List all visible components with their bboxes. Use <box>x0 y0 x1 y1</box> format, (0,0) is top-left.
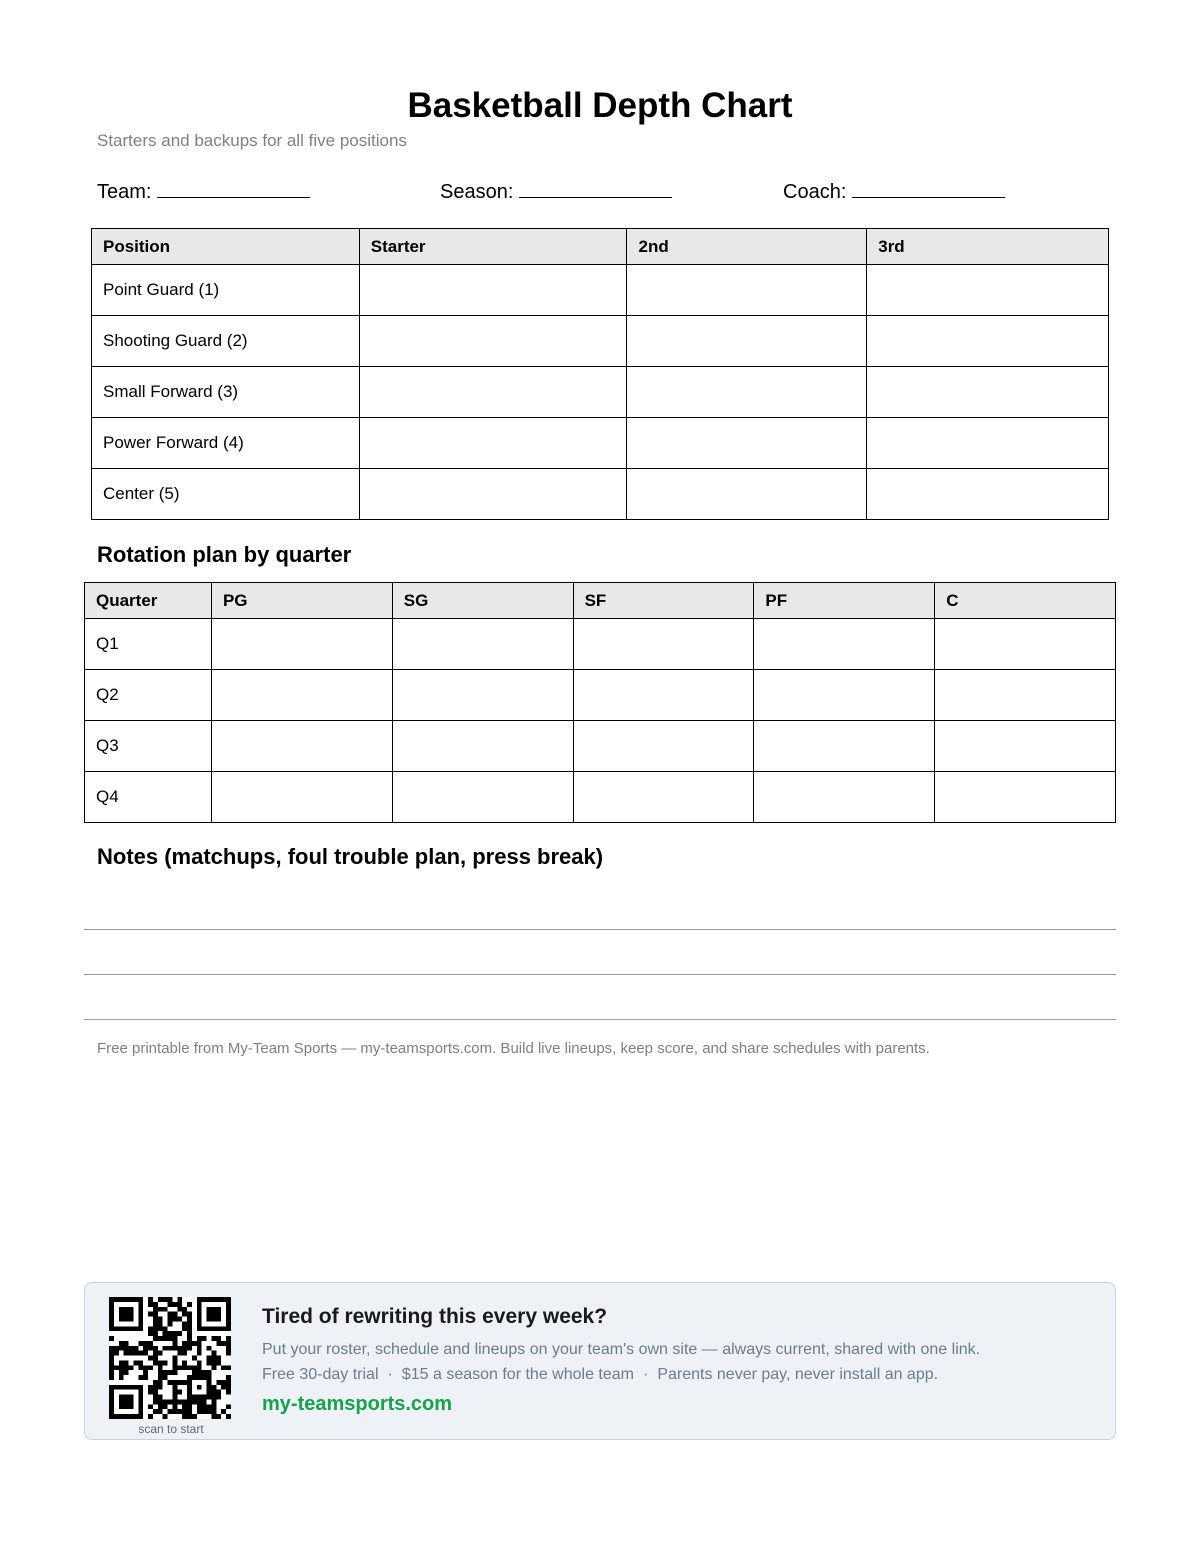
coach-blank[interactable] <box>852 180 1005 198</box>
note-line[interactable] <box>84 974 1116 975</box>
separator-dot: · <box>642 1366 649 1383</box>
table-row <box>85 670 1116 721</box>
rotation-table <box>84 582 1116 823</box>
starter-cell[interactable] <box>359 367 627 418</box>
third-cell[interactable] <box>867 469 1109 520</box>
rotation-header-row <box>85 583 1116 619</box>
table-row <box>92 469 1109 520</box>
sf-cell[interactable] <box>573 670 754 721</box>
table-row <box>85 772 1116 823</box>
feature-price: $15 a season for the whole team <box>401 1366 634 1383</box>
table-row <box>92 316 1109 367</box>
sf-cell[interactable] <box>573 619 754 670</box>
note-line[interactable] <box>84 1019 1116 1020</box>
pg-cell[interactable] <box>211 619 392 670</box>
table-row <box>85 619 1116 670</box>
qr-caption: scan to start <box>138 1422 204 1436</box>
pg-cell[interactable] <box>211 670 392 721</box>
season-field[interactable] <box>440 180 672 204</box>
column-header: Quarter <box>85 583 212 619</box>
second-cell[interactable] <box>627 265 867 316</box>
page-title: Basketball Depth Chart <box>407 86 793 125</box>
team-field[interactable] <box>97 180 310 204</box>
column-header: SF <box>573 583 754 619</box>
third-cell[interactable] <box>867 265 1109 316</box>
third-cell[interactable] <box>867 418 1109 469</box>
column-header: Position <box>92 229 360 265</box>
depth-header-row <box>92 229 1109 265</box>
sg-cell[interactable] <box>392 772 573 823</box>
notes-heading: Notes (matchups, foul trouble plan, press break) <box>97 844 604 869</box>
sf-cell[interactable] <box>573 721 754 772</box>
c-cell[interactable] <box>935 619 1116 670</box>
season-blank[interactable] <box>519 180 672 198</box>
quarter-cell: Q3 <box>85 721 212 772</box>
pf-cell[interactable] <box>754 670 935 721</box>
pg-cell[interactable] <box>211 721 392 772</box>
promo-banner <box>84 1282 1116 1440</box>
starter-cell[interactable] <box>359 418 627 469</box>
promo-link[interactable]: my-teamsports.com <box>262 1393 453 1415</box>
promo-headline: Tired of rewriting this every week? <box>262 1305 608 1328</box>
position-cell: Center (5) <box>92 469 360 520</box>
pf-cell[interactable] <box>754 772 935 823</box>
position-cell: Point Guard (1) <box>92 265 360 316</box>
separator-dot: · <box>387 1366 393 1383</box>
position-cell: Small Forward (3) <box>92 367 360 418</box>
season-label: Season: <box>440 181 514 203</box>
table-row <box>92 265 1109 316</box>
sf-cell[interactable] <box>573 772 754 823</box>
pg-cell[interactable] <box>211 772 392 823</box>
table-row <box>85 721 1116 772</box>
table-row <box>92 367 1109 418</box>
second-cell[interactable] <box>627 316 867 367</box>
sg-cell[interactable] <box>392 619 573 670</box>
promo-description: Put your roster, schedule and lineups on your team's own site — always current, shared with one link. <box>262 1341 981 1358</box>
feature-trial: Free 30-day trial <box>262 1366 379 1383</box>
starter-cell[interactable] <box>359 469 627 520</box>
sg-cell[interactable] <box>392 670 573 721</box>
second-cell[interactable] <box>627 367 867 418</box>
starter-cell[interactable] <box>359 265 627 316</box>
quarter-cell: Q4 <box>85 772 212 823</box>
column-header: PG <box>211 583 392 619</box>
column-header: Starter <box>359 229 627 265</box>
note-line[interactable] <box>84 929 1116 930</box>
third-cell[interactable] <box>867 367 1109 418</box>
second-cell[interactable] <box>627 469 867 520</box>
second-cell[interactable] <box>627 418 867 469</box>
column-header: 2nd <box>627 229 867 265</box>
pf-cell[interactable] <box>754 619 935 670</box>
team-label: Team: <box>97 181 152 203</box>
sg-cell[interactable] <box>392 721 573 772</box>
team-blank[interactable] <box>157 180 310 198</box>
promo-features <box>262 1366 938 1384</box>
feature-parents: Parents never pay, never install an app. <box>657 1366 939 1383</box>
column-header: 3rd <box>867 229 1109 265</box>
third-cell[interactable] <box>867 316 1109 367</box>
coach-label: Coach: <box>783 181 847 203</box>
column-header: SG <box>392 583 573 619</box>
position-cell: Power Forward (4) <box>92 418 360 469</box>
starter-cell[interactable] <box>359 316 627 367</box>
pf-cell[interactable] <box>754 721 935 772</box>
page-subtitle: Starters and backups for all five positions <box>97 131 407 150</box>
depth-chart-table <box>91 228 1109 520</box>
position-cell: Shooting Guard (2) <box>92 316 360 367</box>
coach-field[interactable] <box>783 180 1005 204</box>
footer-text: Free printable from My-Team Sports — my-teamsports.com. Build live lineups, keep score, and share schedules with parents. <box>97 1040 930 1057</box>
qr-code-icon[interactable] <box>109 1297 231 1419</box>
column-header: C <box>935 583 1116 619</box>
meta-fields <box>97 180 1107 208</box>
table-row <box>92 418 1109 469</box>
c-cell[interactable] <box>935 721 1116 772</box>
quarter-cell: Q1 <box>85 619 212 670</box>
c-cell[interactable] <box>935 670 1116 721</box>
c-cell[interactable] <box>935 772 1116 823</box>
column-header: PF <box>754 583 935 619</box>
rotation-heading: Rotation plan by quarter <box>97 542 352 567</box>
quarter-cell: Q2 <box>85 670 212 721</box>
